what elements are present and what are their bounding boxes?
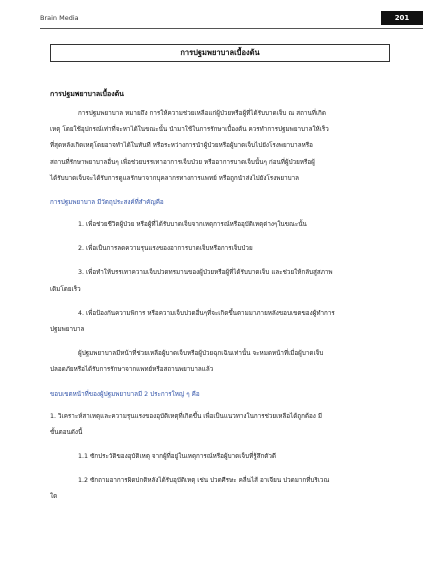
objective-item: 3. เพื่อทำให้บรรเทาความเจ็บปวดทรมานของผู้ป่วยหรือผู้ที่ได้รับบาดเจ็บ และช่วยให้กลับสู่สภาพ bbox=[78, 269, 333, 277]
scope-item-continued: ขั้นตอนดังนี้ bbox=[50, 428, 83, 436]
objective-item: 1. เพื่อช่วยชีวิตผู้ป่วย หรือผู้ที่ได้รับบาดเจ็บจากเหตุการณ์หรืออุบัติเหตุต่างๆในขณะนั้น bbox=[78, 221, 307, 229]
objective-item-continued: ปฐมพยาบาล bbox=[50, 326, 85, 334]
intro-line: สถานที่รักษาพยาบาลอื่นๆ เพื่อช่วยบรรเทาอาการเจ็บป่วย หรืออาการบาดเจ็บนั้นๆ ก่อนที่ผู้ป่วยหรือผู้ bbox=[50, 158, 315, 166]
document-body bbox=[50, 88, 390, 506]
header-divider bbox=[40, 28, 423, 29]
publisher-name: Brain Media bbox=[40, 14, 79, 22]
page-title: การปฐมพยาบาลเบื้องต้น bbox=[50, 44, 390, 62]
objectives-heading: การปฐมพยาบาล มีวัตถุประสงค์ที่สำคัญคือ bbox=[50, 199, 164, 207]
sub-item-continued: ใด bbox=[50, 493, 58, 501]
sub-item: 1.1 ซักประวัติของอุบัติเหตุ จากผู้ที่อยู่ในเหตุการณ์หรือผู้บาดเจ็บที่รู้สึกตัวดี bbox=[78, 453, 276, 461]
intro-line: ได้รับบาดเจ็บจะได้รับการดูแลรักษาจากบุคลากรทางการแพทย์ หรือถูกนำส่งไปยังโรงพยาบาล bbox=[50, 174, 300, 182]
sub-item: 1.2 ซักถามอาการผิดปกติหลังได้รับอุบัติเหตุ เช่น ปวดศีรษะ คลื่นไส้ อาเจียน ปวดมากที่บริเวณ bbox=[78, 477, 330, 485]
intro-line: การปฐมพยาบาล หมายถึง การให้ความช่วยเหลือแก่ผู้ป่วยหรือผู้ที่ได้รับบาดเจ็บ ณ สถานที่เกิด bbox=[78, 110, 326, 117]
duty-line: ปลอดภัยหรือได้รับการรักษาจากแพทย์หรือสถานพยาบาลแล้ว bbox=[50, 366, 214, 374]
scope-item: 1. วิเคราะห์สาเหตุและความรุนแรงของอุบัติเหตุที่เกิดขึ้น เพื่อเป็นแนวทางในการช่วยเหลือได้ถูกต้อง มี bbox=[50, 412, 323, 420]
intro-paragraph bbox=[50, 106, 390, 187]
objective-item-continued: เดิมโดยเร็ว bbox=[50, 285, 81, 293]
duty-paragraph bbox=[50, 346, 390, 378]
intro-line: เหตุ โดยใช้อุปกรณ์เท่าที่จะหาได้ในขณะนั้น นำมาใช้ในการรักษาเบื้องต้น ควรทำการปฐมพยาบาลให้เร็ว bbox=[50, 126, 329, 134]
scope-heading: ขอบเขตหน้าที่ของผู้ปฐมพยาบาลมี 2 ประการใหญ่ ๆ คือ bbox=[50, 390, 200, 398]
objective-item: 2. เพื่อเป็นการลดความรุนแรงของอาการบาดเจ็บหรือการเจ็บป่วย bbox=[78, 245, 253, 253]
intro-line: ที่สุดหลังเกิดเหตุโดยอาจทำได้ในทันที หรือระหว่างการนำผู้ป่วยหรือผู้บาดเจ็บไปยังโรงพยาบาลหรือ bbox=[50, 142, 313, 150]
duty-line: ผู้ปฐมพยาบาลมีหน้าที่ช่วยเหลือผู้บาดเจ็บหรือผู้ป่วยฉุกเฉินเท่านั้น จะหมดหน้าที่เมื่อผู้บาดเจ็บ bbox=[78, 350, 324, 358]
page-number-badge: 201 bbox=[381, 11, 423, 25]
objective-item: 4. เพื่อป้องกันความพิการ หรือความเจ็บปวดอื่นๆที่จะเกิดขึ้นตามมาภายหลังขอบเขตของผู้ทำการ bbox=[78, 309, 335, 317]
section-heading: การปฐมพยาบาลเบื้องต้น bbox=[50, 90, 124, 98]
